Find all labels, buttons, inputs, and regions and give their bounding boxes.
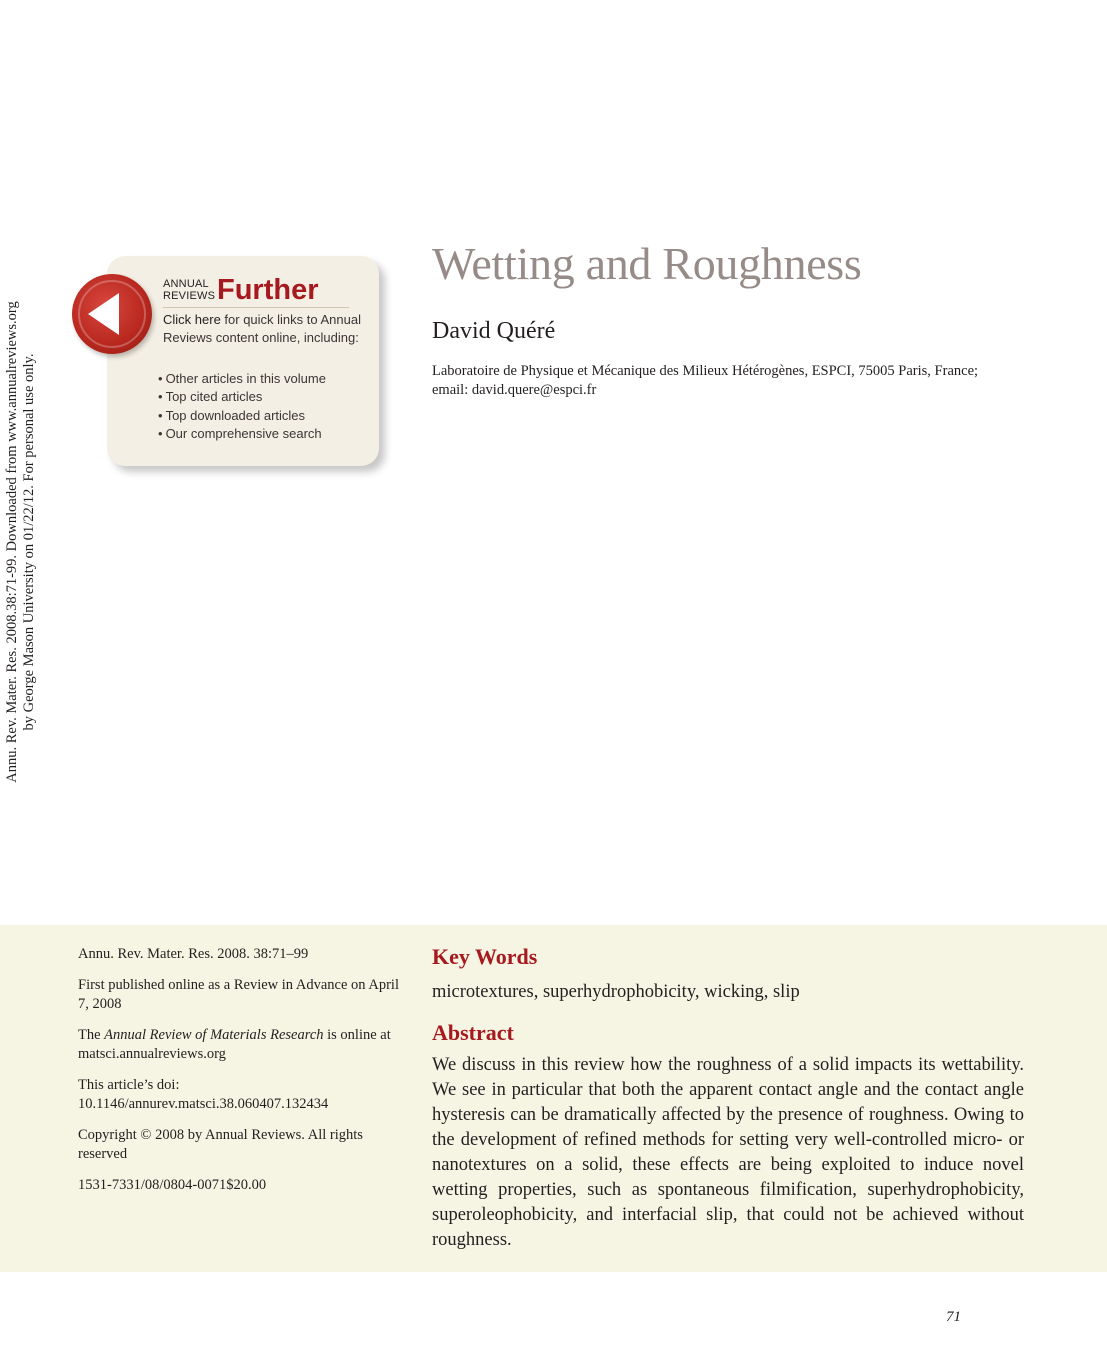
back-arrow-button[interactable] [72, 274, 152, 354]
journal-name: Annual Review of Materials Research [104, 1026, 324, 1043]
brand-further: Further [217, 274, 319, 306]
click-here-link[interactable]: Click here [163, 312, 221, 327]
further-link-top-downloaded[interactable]: • Top downloaded articles [158, 407, 326, 425]
author-affiliation: Laboratoire de Physique et Mécanique des Milieux Hétérogènes, ESPCI, 75005 Paris, France; email: david.quere@espci.fr [432, 363, 979, 398]
first-published: First published online as a Review in Advance on April 7, 2008 [78, 976, 399, 1012]
download-notice-line1: Annu. Rev. Mater. Res. 2008.38:71-99. Downloaded from www.annualreviews.org [4, 301, 20, 783]
journal-online [78, 1026, 408, 1065]
page-number: 71 [946, 1309, 961, 1325]
further-intro-rest: for quick links to Annual Reviews content online, including: [163, 312, 361, 345]
further-link-other-articles[interactable]: • Other articles in this volume [158, 370, 326, 388]
brand-line2: REVIEWS [163, 290, 216, 302]
keywords-text: microtextures, superhydrophobicity, wicking, slip [432, 982, 800, 1002]
brand-line1: ANNUAL [163, 278, 209, 290]
brand-divider [163, 307, 349, 308]
article-doi: This article’s doi: 10.1146/annurev.matsci.38.060407.132434 [78, 1076, 329, 1112]
download-notice-line2: by George Mason University on 01/22/12. For personal use only. [21, 353, 37, 731]
article-title: Wetting and Roughness [432, 238, 862, 289]
download-notice [4, 262, 38, 822]
annual-reviews-further-logo [163, 274, 353, 308]
copyright: Copyright © 2008 by Annual Reviews. All rights reserved [78, 1126, 363, 1162]
further-links-list [158, 370, 326, 443]
further-intro [163, 311, 363, 346]
abstract-heading: Abstract [432, 1020, 514, 1045]
journal-online-pre: The [78, 1026, 105, 1043]
citation: Annu. Rev. Mater. Res. 2008. 38:71–99 [78, 946, 309, 962]
article-author: David Quéré [432, 318, 556, 344]
article-metadata [78, 945, 408, 1206]
further-link-top-cited[interactable]: • Top cited articles [158, 388, 326, 406]
brand-annual-reviews [163, 278, 215, 302]
keywords-heading: Key Words [432, 944, 538, 969]
left-triangle-icon [72, 274, 152, 354]
journal-online-post: is online at matsci.annualreviews.org [78, 1026, 391, 1062]
further-link-search[interactable]: • Our comprehensive search [158, 425, 326, 443]
abstract-text: We discuss in this review how the roughness of a solid impacts its wettability. We see in particular that both the apparent contact angle and the contact angle hysteresis can be dramatically affected by the presence of roughness. Owing to the development of refined methods for setting very well-controlled micro- or nanotextures on a solid, these effects are being exploited to induce novel wetting properties, such as spontaneous filmification, superhydrophobicity, superoleophobicity, and interfacial slip, that could not be achieved without roughness. [432, 1055, 1024, 1250]
issn: 1531-7331/08/0804-0071$20.00 [78, 1176, 267, 1193]
